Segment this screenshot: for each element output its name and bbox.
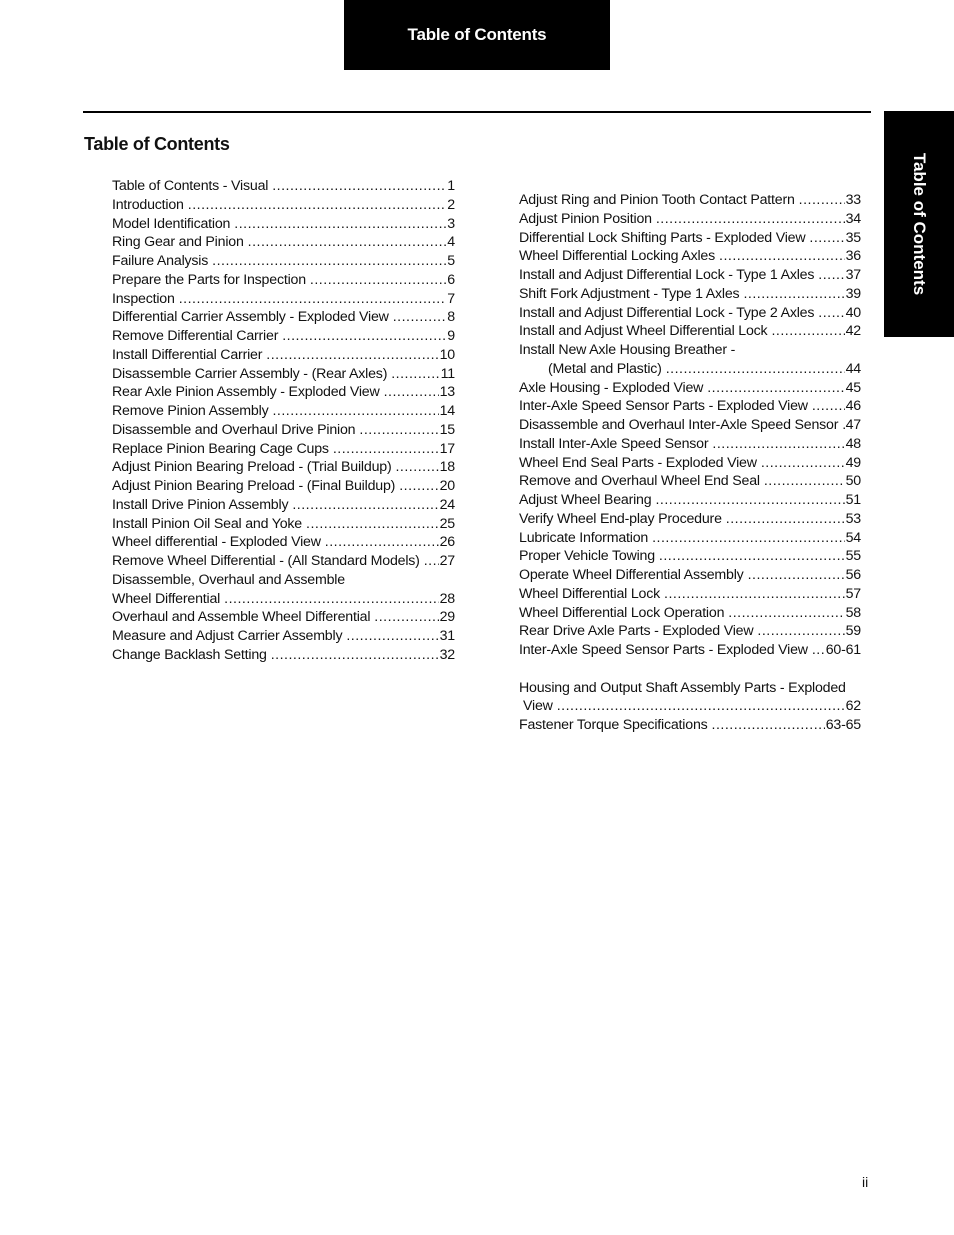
toc-entry[interactable] [112, 440, 455, 459]
toc-entry-title: Disassemble and Overhaul Inter-Axle Speed Sensor [519, 417, 839, 433]
dot-leader [799, 191, 845, 210]
toc-entry-title: Axle Housing - Exploded View [519, 379, 704, 396]
dot-leader [188, 196, 447, 215]
toc-entry[interactable] [519, 397, 861, 416]
toc-entry[interactable] [519, 454, 861, 473]
toc-entry-title: Wheel Differential Lock Operation [519, 604, 725, 621]
toc-entry-page: 60-61 [825, 642, 861, 658]
toc-entry-page: 56 [845, 567, 861, 583]
dot-leader [809, 229, 844, 248]
dot-leader [271, 646, 439, 665]
toc-entry-page: 13 [439, 384, 455, 401]
toc-entry-page: 10 [439, 346, 455, 363]
toc-entry-title: Remove Differential Carrier [112, 328, 279, 344]
toc-entry-page: 40 [845, 304, 861, 321]
toc-entry[interactable] [519, 266, 861, 285]
toc-entry-title: Differential Lock Shifting Parts - Exploded View [519, 229, 806, 246]
toc-entry-title: Model Identification [112, 215, 231, 232]
toc-entry-heading[interactable] [519, 341, 861, 360]
dot-leader [655, 491, 844, 510]
toc-entry[interactable] [519, 641, 861, 660]
toc-entry-page: 33 [845, 192, 861, 208]
toc-entry[interactable] [519, 566, 861, 585]
toc-entry-page: 5 [447, 253, 455, 269]
toc-entry-title: Table of Contents - Visual [112, 178, 269, 194]
dot-leader [748, 566, 845, 585]
toc-entry[interactable] [112, 271, 455, 290]
toc-entry-title: Disassemble, Overhaul and Assemble [112, 571, 345, 588]
dot-leader [666, 360, 845, 379]
toc-entry-title: Lubricate Information [519, 529, 649, 546]
toc-entry-page: 58 [845, 604, 861, 621]
toc-entry-page: 63-65 [825, 717, 861, 733]
dot-leader [272, 177, 446, 196]
dot-leader [664, 585, 845, 604]
toc-entry-page: 54 [845, 529, 861, 546]
toc-entry-title: Adjust Pinion Bearing Preload - (Trial Buildup) [112, 459, 392, 476]
dot-leader [224, 590, 438, 609]
dot-leader [272, 402, 438, 421]
toc-entry[interactable] [112, 215, 455, 234]
toc-entry-page: 36 [845, 248, 861, 265]
toc-entry-page: 35 [845, 229, 861, 246]
dot-leader [282, 327, 446, 346]
toc-entry-page: 17 [439, 440, 455, 457]
toc-entry[interactable] [112, 496, 455, 515]
toc-entry[interactable] [112, 477, 455, 496]
toc-entry[interactable] [112, 327, 455, 346]
toc-entry-page: 46 [845, 398, 861, 415]
dot-leader [842, 416, 844, 435]
toc-entry-title: Wheel Differential [112, 590, 221, 607]
toc-entry-page: 24 [439, 496, 455, 513]
dot-leader [812, 397, 845, 416]
toc-entry[interactable] [519, 229, 861, 248]
section-title: Table of Contents [84, 134, 230, 154]
dot-leader [359, 421, 438, 440]
toc-entry-title: View [523, 698, 553, 715]
toc-entry[interactable] [112, 627, 455, 646]
toc-entry[interactable] [519, 716, 861, 735]
toc-entry-page: 49 [845, 454, 861, 471]
dot-leader [346, 627, 438, 646]
toc-entry[interactable] [519, 529, 861, 548]
dot-leader [333, 440, 439, 459]
toc-entry[interactable] [519, 322, 861, 341]
toc-entry[interactable] [519, 210, 861, 229]
toc-entry[interactable] [112, 590, 455, 609]
dot-leader [659, 547, 845, 566]
toc-entry[interactable] [519, 510, 861, 529]
toc-entry[interactable] [519, 585, 861, 604]
toc-entry-title: Rear Drive Axle Parts - Exploded View [519, 623, 754, 640]
toc-entry-title: Adjust Pinion Bearing Preload - (Final Buildup) [112, 478, 396, 494]
toc-entry-title: Disassemble Carrier Assembly - (Rear Axles) [112, 365, 388, 382]
toc-entry-page: 53 [845, 510, 861, 527]
dot-leader [761, 454, 845, 473]
toc-entry-title: Inter-Axle Speed Sensor Parts - Exploded View [519, 398, 808, 415]
toc-entry-title: Rear Axle Pinion Assembly - Exploded View [112, 384, 380, 401]
dot-leader [757, 622, 844, 641]
toc-entry[interactable] [519, 379, 861, 398]
toc-entry[interactable] [112, 646, 455, 665]
toc-entry-title: Install and Adjust Wheel Differential Lock [519, 323, 768, 340]
toc-entry-page: 3 [447, 215, 455, 232]
toc-entry-title: (Metal and Plastic) [548, 360, 662, 377]
toc-entry[interactable] [519, 435, 861, 454]
dot-leader [248, 233, 447, 252]
toc-entry-title: Install and Adjust Differential Lock - Type 1 Axles [519, 267, 815, 283]
toc-entry-page: 51 [845, 492, 861, 508]
toc-entry[interactable] [112, 177, 455, 196]
toc-entry[interactable] [519, 547, 861, 566]
toc-entry-title: Introduction [112, 196, 184, 213]
toc-entry-page: 48 [845, 435, 861, 452]
toc-entry-page: 2 [447, 196, 455, 213]
toc-entry-page: 9 [447, 328, 455, 344]
toc-entry-page: 11 [440, 365, 455, 382]
toc-entry[interactable] [519, 697, 861, 716]
toc-entry-title: Install Inter-Axle Speed Sensor [519, 435, 709, 452]
toc-entry-page: 39 [845, 285, 861, 302]
toc-entry[interactable] [519, 191, 861, 210]
toc-entry-title: Ring Gear and Pinion [112, 234, 244, 251]
toc-entry[interactable] [112, 365, 455, 384]
toc-entry-page: 31 [439, 628, 455, 644]
toc-entry[interactable] [112, 402, 455, 421]
toc-entry[interactable] [519, 622, 861, 641]
toc-entry-title: Install New Axle Housing Breather - [519, 342, 736, 358]
toc-entry-title: Wheel Differential Lock [519, 585, 661, 602]
toc-right-column [519, 191, 861, 735]
toc-entry-page: 29 [439, 609, 455, 626]
toc-entry-page: 62 [845, 698, 861, 715]
toc-entry-page: 6 [447, 271, 455, 288]
toc-entry-page: 20 [439, 478, 455, 494]
toc-entry-page: 18 [439, 459, 455, 476]
toc-entry-title: Proper Vehicle Towing [519, 548, 655, 565]
dot-leader [764, 472, 845, 491]
dot-leader [395, 458, 438, 477]
dot-leader [266, 346, 438, 365]
header-tab [344, 0, 610, 70]
page-number: ii [862, 1174, 869, 1190]
toc-entry[interactable] [112, 552, 455, 571]
dot-leader [771, 322, 844, 341]
toc-entry[interactable] [112, 290, 455, 309]
toc-entry-page: 28 [439, 590, 455, 607]
toc-entry[interactable] [112, 346, 455, 365]
toc-entry-page: 42 [845, 323, 861, 340]
toc-entry-page: 1 [447, 178, 455, 194]
toc-entry-title: Fastener Torque Specifications [519, 717, 708, 733]
toc-entry-title: Install Drive Pinion Assembly [112, 496, 289, 513]
toc-entry-page: 44 [845, 360, 861, 377]
side-tab [884, 111, 954, 337]
dot-leader [656, 210, 845, 229]
dot-leader [652, 529, 845, 548]
toc-entry-title: Install Pinion Oil Seal and Yoke [112, 515, 302, 532]
toc-entry[interactable] [112, 252, 455, 271]
toc-entry-title: Disassemble and Overhaul Drive Pinion [112, 421, 356, 438]
toc-entry[interactable] [519, 472, 861, 491]
toc-entry[interactable] [112, 308, 455, 327]
toc-entry-heading[interactable] [112, 571, 455, 590]
toc-entry[interactable] [112, 458, 455, 477]
dot-leader [818, 304, 844, 323]
toc-entry-title: Operate Wheel Differential Assembly [519, 567, 744, 583]
dot-leader [719, 247, 845, 266]
toc-entry[interactable] [519, 604, 861, 623]
toc-entry-title: Wheel End Seal Parts - Exploded View [519, 454, 757, 471]
toc-entry-page: 37 [845, 267, 861, 283]
toc-entry[interactable] [112, 196, 455, 215]
toc-entry-title: Change Backlash Setting [112, 646, 267, 663]
toc-entry-page: 4 [447, 234, 455, 251]
dot-leader [726, 510, 845, 529]
dot-leader [818, 266, 844, 285]
toc-entry-page: 59 [845, 623, 861, 640]
dot-leader [179, 290, 447, 309]
toc-entry-page: 25 [439, 515, 455, 532]
toc-entry-title: Adjust Ring and Pinion Tooth Contact Pattern [519, 192, 795, 208]
dot-leader [399, 477, 438, 496]
toc-left-column [112, 177, 455, 665]
toc-entry-title: Install Differential Carrier [112, 346, 263, 363]
toc-entry-page: 8 [447, 309, 455, 326]
dot-leader [557, 697, 845, 716]
toc-entry-page: 26 [439, 534, 455, 551]
dot-leader [393, 308, 447, 327]
dot-leader [234, 215, 446, 234]
toc-entry-page: 50 [845, 473, 861, 490]
toc-entry-title: Shift Fork Adjustment - Type 1 Axles [519, 285, 740, 302]
dot-leader [306, 515, 439, 534]
toc-entry-title: Install and Adjust Differential Lock - Type 2 Axles [519, 304, 815, 321]
toc-entry[interactable] [519, 247, 861, 266]
toc-entry-title: Remove Pinion Assembly [112, 403, 269, 419]
toc-entry-title: Measure and Adjust Carrier Assembly [112, 628, 343, 644]
toc-entry-title: Inspection [112, 290, 175, 307]
dot-leader [384, 383, 439, 402]
dot-leader [310, 271, 446, 290]
toc-entry[interactable] [112, 383, 455, 402]
toc-entry-page: 47 [845, 417, 861, 433]
toc-entry[interactable] [519, 285, 861, 304]
toc-entry[interactable] [112, 608, 455, 627]
dot-leader [812, 641, 825, 660]
toc-entry-page: 55 [845, 548, 861, 565]
dot-leader [743, 285, 844, 304]
toc-entry-title: Adjust Wheel Bearing [519, 492, 652, 508]
dot-leader [712, 435, 844, 454]
dot-leader [424, 552, 439, 571]
toc-entry-title: Housing and Output Shaft Assembly Parts - Exploded [519, 679, 846, 696]
toc-entry-title: Wheel differential - Exploded View [112, 534, 321, 551]
toc-entry[interactable] [519, 304, 861, 323]
toc-entry-title: Differential Carrier Assembly - Exploded View [112, 309, 389, 326]
side-tab-label: Table of Contents [910, 152, 930, 296]
toc-entry-page: 14 [439, 403, 455, 419]
toc-entry-title: Inter-Axle Speed Sensor Parts - Exploded View [519, 642, 808, 658]
toc-entry-title: Remove and Overhaul Wheel End Seal [519, 473, 760, 490]
dot-leader [374, 608, 438, 627]
header-tab-label: Table of Contents [407, 25, 547, 44]
toc-entry[interactable] [112, 421, 455, 440]
toc-entry[interactable] [519, 360, 861, 379]
toc-entry-page: 27 [439, 553, 455, 569]
toc-entry-title: Replace Pinion Bearing Cage Cups [112, 440, 329, 457]
dot-leader [707, 379, 844, 398]
toc-entry-title: Adjust Pinion Position [519, 210, 652, 227]
toc-entry-title: Failure Analysis [112, 253, 209, 269]
toc-entry[interactable] [519, 416, 861, 435]
toc-entry-title: Verify Wheel End-play Procedure [519, 510, 722, 527]
toc-entry-page: 7 [447, 290, 455, 307]
toc-entry-title: Prepare the Parts for Inspection [112, 271, 306, 288]
dot-leader [728, 604, 844, 623]
toc-entry-title: Remove Wheel Differential - (All Standard Models) [112, 553, 420, 569]
toc-entry-page: 15 [439, 421, 455, 438]
toc-entry-page: 32 [439, 646, 455, 663]
toc-entry[interactable] [112, 533, 455, 552]
dot-leader [712, 716, 825, 735]
toc-entry[interactable] [112, 515, 455, 534]
toc-entry-title: Overhaul and Assemble Wheel Differential [112, 609, 371, 626]
dot-leader [292, 496, 438, 515]
header-rule [83, 111, 871, 113]
toc-entry-page: 57 [845, 585, 861, 602]
toc-entry-title: Wheel Differential Locking Axles [519, 248, 716, 265]
toc-entry[interactable] [519, 491, 861, 510]
dot-leader [212, 252, 446, 271]
toc-entry-page: 34 [845, 210, 861, 227]
toc-spacer [519, 660, 861, 679]
toc-entry-page: 45 [845, 379, 861, 396]
toc-entry[interactable] [112, 233, 455, 252]
dot-leader [391, 365, 439, 384]
dot-leader [325, 533, 439, 552]
toc-entry-heading[interactable] [519, 679, 861, 698]
